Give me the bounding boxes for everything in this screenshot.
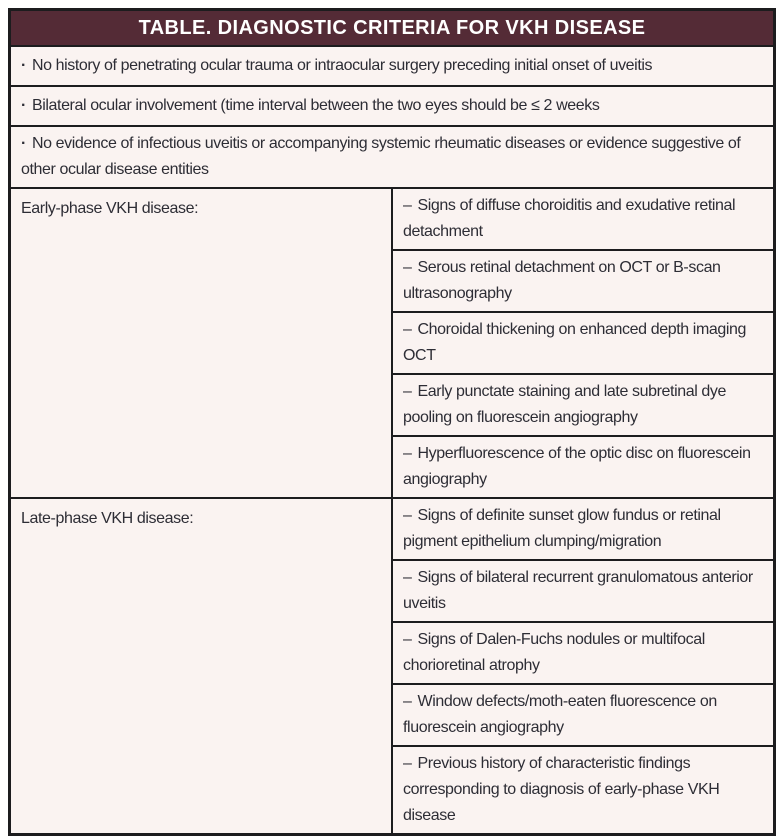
late-phase-criterion-cell [392, 560, 775, 622]
late-phase-criterion-text: Signs of definite sunset glow fundus or retinal pigment epithelium clumping/migration [403, 507, 721, 550]
late-phase-row [10, 498, 775, 560]
general-criterion-row [10, 126, 775, 188]
late-phase-criterion-text: Previous history of characteristic findings corresponding to diagnosis of early-phase VKH disease [403, 755, 720, 824]
early-phase-label: Early-phase VKH disease: [10, 188, 393, 498]
late-phase-criterion-cell [392, 684, 775, 746]
table-title: TABLE. DIAGNOSTIC CRITERIA FOR VKH DISEASE [10, 10, 775, 47]
late-phase-criterion-cell [392, 622, 775, 684]
table-title-row [10, 10, 775, 47]
early-phase-criterion-cell [392, 374, 775, 436]
late-phase-label: Late-phase VKH disease: [10, 498, 393, 835]
general-criterion-text: No evidence of infectious uveitis or accompanying systemic rheumatic diseases or evidence suggestive of other ocular disease entities [21, 135, 741, 178]
early-phase-criterion-text: Early punctate staining and late subretinal dye pooling on fluorescein angiography [403, 383, 727, 426]
dash-glyph: – [403, 383, 412, 400]
dash-glyph: – [403, 197, 412, 214]
bullet-glyph: · [21, 135, 26, 152]
dash-glyph: – [403, 445, 412, 462]
early-phase-criterion-cell [392, 250, 775, 312]
dash-glyph: – [403, 693, 412, 710]
dash-glyph: – [403, 569, 412, 586]
early-phase-criterion-text: Serous retinal detachment on OCT or B-scan ultrasonography [403, 259, 721, 302]
late-phase-criterion-cell [392, 746, 775, 835]
general-criterion-text: Bilateral ocular involvement (time interval between the two eyes should be ≤ 2 weeks [31, 97, 600, 114]
late-phase-criterion-text: Window defects/moth-eaten fluorescence on fluorescein angiography [403, 693, 717, 736]
general-criterion-cell [10, 46, 775, 86]
late-phase-criterion-text: Signs of Dalen-Fuchs nodules or multifocal chorioretinal atrophy [403, 631, 705, 674]
late-phase-criterion-cell [392, 498, 775, 560]
bullet-glyph: · [21, 57, 26, 74]
general-criterion-cell [10, 86, 775, 126]
general-criterion-row [10, 86, 775, 126]
general-criterion-row [10, 46, 775, 86]
dash-glyph: – [403, 507, 412, 524]
dash-glyph: – [403, 259, 412, 276]
dash-glyph: – [403, 321, 412, 338]
late-phase-criterion-text: Signs of bilateral recurrent granulomatous anterior uveitis [403, 569, 753, 612]
early-phase-criterion-text: Hyperfluorescence of the optic disc on fluorescein angiography [403, 445, 751, 488]
early-phase-criterion-text: Signs of diffuse choroiditis and exudative retinal detachment [403, 197, 736, 240]
early-phase-criterion-cell [392, 312, 775, 374]
general-criterion-text: No history of penetrating ocular trauma or intraocular surgery preceding initial onset of uveitis [31, 57, 653, 74]
bullet-glyph: · [21, 97, 26, 114]
early-phase-criterion-cell [392, 188, 775, 250]
early-phase-row [10, 188, 775, 250]
early-phase-criterion-cell [392, 436, 775, 498]
diagnostic-table [8, 8, 776, 836]
general-criterion-cell [10, 126, 775, 188]
early-phase-criterion-text: Choroidal thickening on enhanced depth imaging OCT [403, 321, 747, 364]
dash-glyph: – [403, 755, 412, 772]
dash-glyph: – [403, 631, 412, 648]
